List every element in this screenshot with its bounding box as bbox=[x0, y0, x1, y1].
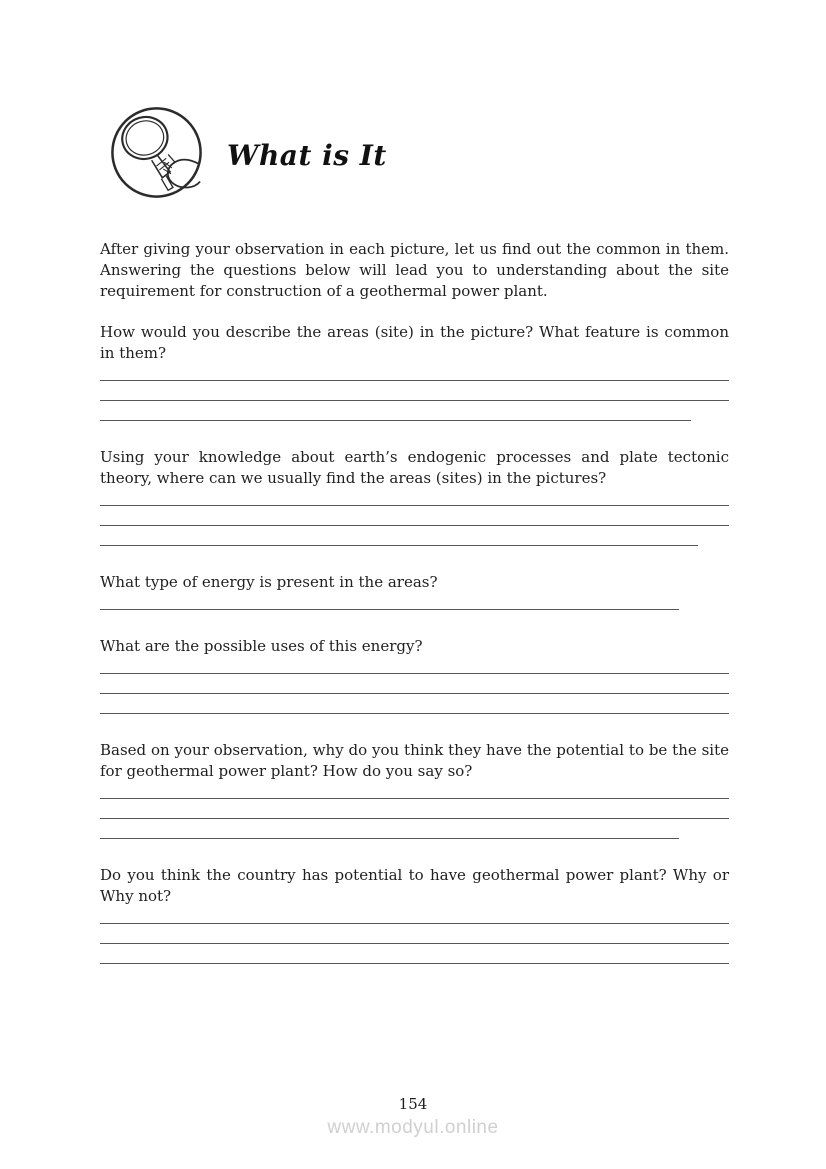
answer-lines bbox=[100, 654, 729, 714]
questions bbox=[100, 322, 729, 964]
question-block bbox=[100, 322, 729, 421]
answer-lines bbox=[100, 904, 729, 964]
answer-blank-line bbox=[100, 944, 729, 964]
answer-blank-line bbox=[100, 506, 729, 526]
answer-lines bbox=[100, 486, 729, 546]
answer-blank-line bbox=[100, 924, 729, 944]
answer-blank-line bbox=[100, 401, 691, 421]
answer-blank-line bbox=[100, 674, 729, 694]
question-block bbox=[100, 636, 729, 714]
answer-blank-line bbox=[100, 590, 679, 610]
answer-blank-line bbox=[100, 799, 729, 819]
question-text: How would you describe the areas (site) in the picture? What feature is common in them? bbox=[100, 323, 729, 362]
question-block bbox=[100, 572, 729, 610]
magnifying-glass-in-hand-icon bbox=[110, 106, 203, 199]
answer-blank-line bbox=[100, 526, 698, 546]
section-header bbox=[110, 106, 387, 199]
answer-blank-line bbox=[100, 381, 729, 401]
question-block bbox=[100, 740, 729, 839]
section-title: What is It bbox=[227, 139, 387, 172]
answer-blank-line bbox=[100, 779, 729, 799]
answer-blank-line bbox=[100, 904, 729, 924]
question-block bbox=[100, 447, 729, 546]
question-text: Do you think the country has potential to have geothermal power plant? Why or Why not? bbox=[100, 866, 729, 905]
question-text: Using your knowledge about earth’s endogenic processes and plate tectonic theory, where can we usually find the areas (sites) in the pictures? bbox=[100, 448, 729, 487]
answer-blank-line bbox=[100, 694, 729, 714]
answer-lines bbox=[100, 361, 729, 421]
page-number: 154 bbox=[398, 1095, 428, 1113]
answer-lines bbox=[100, 779, 729, 839]
question-text: What are the possible uses of this energy? bbox=[100, 637, 423, 655]
answer-blank-line bbox=[100, 654, 729, 674]
watermark-text: www.modyul.online bbox=[327, 1117, 499, 1138]
question-text: What type of energy is present in the areas? bbox=[100, 573, 438, 591]
question-text: Based on your observation, why do you think they have the potential to be the site for geothermal power plant? How do you say so? bbox=[100, 741, 729, 780]
worksheet-content bbox=[100, 239, 729, 964]
answer-blank-line bbox=[100, 361, 729, 381]
answer-blank-line bbox=[100, 819, 679, 839]
intro-paragraph: After giving your observation in each picture, let us find out the common in them. Answering the questions below will lead you to understanding about the site requirement for construction of a geothermal power plant. bbox=[100, 240, 729, 300]
answer-lines bbox=[100, 590, 729, 610]
answer-blank-line bbox=[100, 486, 729, 506]
question-block bbox=[100, 865, 729, 964]
